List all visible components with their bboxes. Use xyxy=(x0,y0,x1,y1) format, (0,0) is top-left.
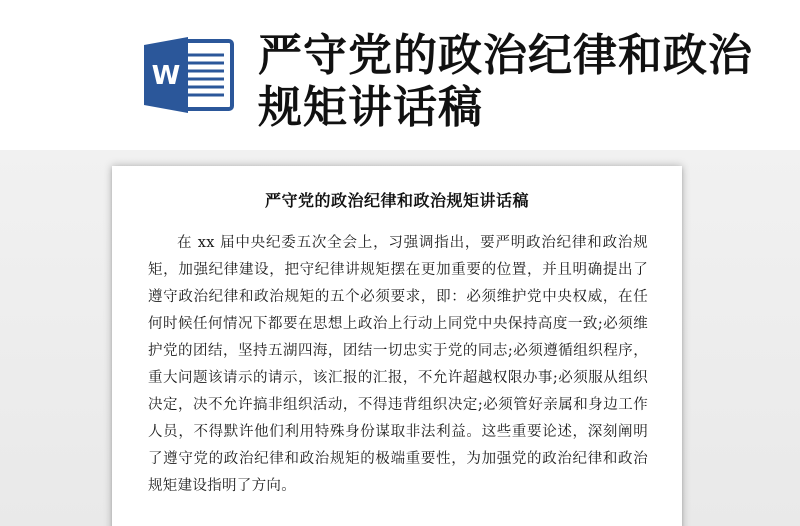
document-page xyxy=(112,166,682,526)
header-banner xyxy=(0,0,800,160)
document-paragraph: 在 xx 届中央纪委五次全会上，习强调指出，要严明政治纪律和政治规矩，加强纪律建设，把守纪律讲规矩摆在更加重要的位置，并且明确提出了遵守政治纪律和政治规矩的五个必须要求，即：必须维护党中央权威，在任何时候任何情况下都要在思想上政治上行动上同党中央保持高度一致;必须维护党的团结，坚持五湖四海，团结一切忠实于党的同志;必须遵循组织程序，重大问题该请示的请示，该汇报的汇报，不允许超越权限办事;必须服从组织决定，决不允许搞非组织活动，不得违背组织决定;必须管好亲属和身边工作人员，不得默许他们利用特殊身份谋取非法利益。这些重要论述，深刻阐明了遵守党的政治纪律和政治规矩的极端重要性，为加强党的政治纪律和政治规矩建设指明了方向。 xyxy=(148,235,648,494)
word-icon-letter: W xyxy=(151,61,181,91)
word-document-icon xyxy=(142,35,236,115)
document-title: 严守党的政治纪律和政治规矩讲话稿 xyxy=(264,191,529,210)
page-title: 严守党的政治纪律和政治规矩讲话稿 xyxy=(258,30,753,133)
